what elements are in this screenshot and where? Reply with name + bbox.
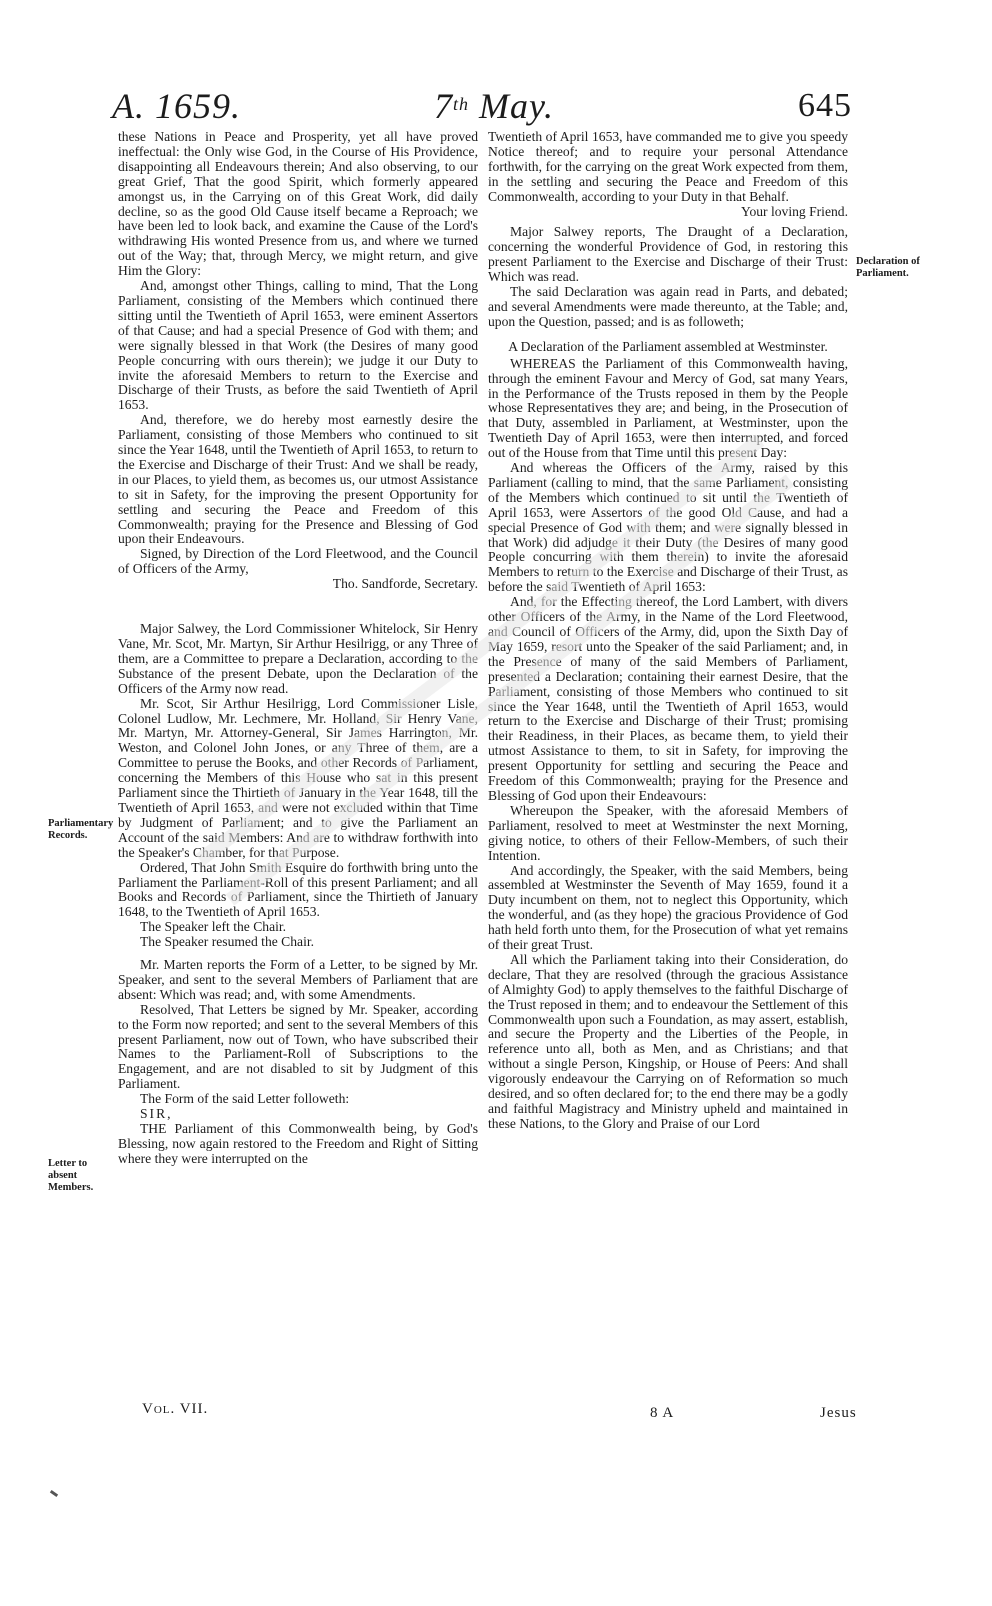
header-day: 7 <box>434 86 453 126</box>
paragraph: Mr. Scot, Sir Arthur Hesilrigg, Lord Commissioner Lisle, Colonel Ludlow, Mr. Lechmere, Mr. Holland, Sir Henry Vane, Mr. Martyn, Mr. Attorney-General, Sir James Harrington, Mr. Weston, and Colonel John Jones, or any Three of them, are a Committee to peruse the Books, and other Records of Parliament, concerning the Members of this House who sat in this present Parliament since the Thirtieth of January in the Year 1648, till the Twentieth of April 1653, and were not excluded within that Time by Judgment of Parliament; and to give the Parliament an Account of the said Members: And are to withdraw forthwith into the Speaker's Chamber, for that Purpose. <box>118 695 478 860</box>
paragraph: Twentieth of April 1653, have commanded me to give you speedy Notice thereof; and to require your personal Attendance forthwith, for the carrying on the great Work expected from them, in the settling and securing the Peace and Freedom of this Commonwealth, according to your Duty in that Behalf. <box>488 129 848 204</box>
header-year: A. 1659. <box>112 86 241 126</box>
page-header <box>112 86 852 134</box>
catchword: Jesus <box>820 1405 857 1421</box>
paragraph: Whereupon the Speaker, with the aforesaid Members of Parliament, resolved to meet at Westminster the next Morning, giving notice, to others of their Fellow-Members, of such their Intention. <box>488 802 848 863</box>
stray-mark <box>50 1490 58 1497</box>
paragraph: these Nations in Peace and Prosperity, yet all have proved ineffectual: the Only wise God, in the Course of His Providence, disappointing all Endeavours therein; And also observing, to our great Grief, That the good Spirit, which formerly appeared amongst us, in the Carrying on of this Great Work, did daily decline, so as the good Old Cause itself became a Reproach; we have been led to look back, and examine the Cause of the Lord's withdrawing His wonted Presence from us, and where we turned out of the Way; that, through Mercy, we might return, and give Him the Glory: <box>118 129 478 279</box>
paragraph: Ordered, That John Smith Esquire do forthwith bring unto the Parliament the Parliament-Roll of this present Parliament; and all Books and Records of Parliament, since the Thirtieth of January 1648, to the Twentieth of April 1653. <box>118 859 478 920</box>
salutation: SIR, <box>140 1106 173 1122</box>
declaration-title: A Declaration of the Parliament assembled at Westminster. <box>508 338 828 354</box>
signed-line: Signed, by Direction of the Lord Fleetwood, and the Council of Officers of the Army, <box>118 546 478 577</box>
right-column <box>488 130 848 1132</box>
paragraph: The Form of the said Letter followeth: <box>140 1091 350 1107</box>
paragraph: And, therefore, we do hereby most earnestly desire the Parliament, consisting of those Members who continued to sit since the Year 1648, until the Twentieth of April 1653, to return to the Exercise and Discharge of their Trust: And we shall be ready, in our Places, to yield them, as becomes us, our utmost Assistance to sit in Safety, for the improving the present Opportunity for settling and securing the Peace and Freedom of this Commonwealth; praying for the Presence and Blessing of God upon their Endeavours. <box>118 412 478 547</box>
margin-note-parliamentary-records: Parliamentary Records. <box>48 818 114 841</box>
paragraph: Mr. Marten reports the Form of a Letter, to be signed by Mr. Speaker, and sent to the several Members of Parliament that are absent: Which was read; and, with some Amendments. <box>118 957 478 1002</box>
paragraph: And accordingly, the Speaker, with the said Members, being assembled at Westminster the Seventh of May 1659, found it a Duty incumbent on them, not to neglect this Opportunity, which the wonderful, and (as they hope) the gracious Providence of God hath held forth unto them, for the Prosecution of what yet remains of their great Trust. <box>488 862 848 953</box>
paragraph: Major Salwey reports, The Draught of a Declaration, concerning the wonderful Providence of God, in restoring this present Parliament to the Exercise and Discharge of their Trust: Which was read. <box>488 224 848 285</box>
paragraph: THE Parliament of this Commonwealth being, by God's Blessing, now again restored to the Freedom and Right of Sitting where they were interrupted on the <box>118 1121 478 1166</box>
header-month: May. <box>479 86 554 126</box>
paragraph: The Speaker left the Chair. <box>140 919 287 935</box>
margin-note-letter-to-absent: Letter to absent Members. <box>48 1158 94 1193</box>
left-column <box>118 130 478 1167</box>
paragraph: And, for the Effecting thereof, the Lord Lambert, with divers other Officers of the Army, in the Name of the Lord Fleetwood, and Council of Officers of the Army, did, upon the Sixth Day of May 1659, resort unto the Speaker of the said Parliament; and, in the Presence of many of the said Members of Parliament, presented a Declaration; containing their earnest Desire, that the Parliament, consisting of those Members who continued to sit since the Year 1648, until the Twentieth of April 1653, would return to the Exercise and Discharge of their Trust; promising their Readiness, in their Places, as became them, to yield their utmost Assistance to them, to sit in Safety, for improving the present Opportunity for settling and securing the Peace and Freedom of this Commonwealth; praying for the Presence and Blessing of God upon their Endeavours: <box>488 594 848 803</box>
paragraph: Resolved, That Letters be signed by Mr. Speaker, according to the Form now reported; and sent to the several Members of this present Parliament, now out of Town, who have subscribed their Names to the Parliament-Roll of Subscriptions to the Engagement, and are not disabled to sit by Judgment of this Parliament. <box>118 1001 478 1092</box>
spacer <box>118 592 478 622</box>
letter-closing: Your loving Friend. <box>740 203 848 219</box>
paragraph: All which the Parliament taking into their Consideration, do declare, That they are resolved (through the gracious Assistance of Almighty God) to apply themselves to the faithful Discharge of the Trust reposed in them; and to endeavour the Settlement of this Commonwealth upon such a Foundation, as may assert, establish, and secure the Property and the Liberties of the People, in reference unto all, both as Men, and as Christians; and that without a single Person, Kingship, or House of Peers: And shall vigorously endeavour the Carrying on of Reformation so much desired, and so often declared for; to the end there may be a godly and faithful Magistracy and Ministry upheld and maintained in these Nations, to the Glory and Praise of our Lord <box>488 951 848 1131</box>
header-date <box>434 86 554 126</box>
paragraph: And whereas the Officers of the Army, raised by this Parliament (calling to mind, that the same Parliament, consisting of the Members which continued to sit until the Twentieth of April 1653, were Assertors of the good Old Cause, and had a special Presence of God with them; and were signally blessed in that Work) did adjudge it their Duty (the Desires of many good People concurring with them therein) to invite the aforesaid Members to return to the Exercise and Discharge of their Trust, as before the said Twentieth of April 1653: <box>488 460 848 595</box>
paragraph: The Speaker resumed the Chair. <box>140 934 315 950</box>
paragraph: And, amongst other Things, calling to mind, That the Long Parliament, consisting of the Members which continued there sitting until the Twentieth of April 1653, were eminent Assertors of that Cause; and had a special Presence of God with them; and were signally blessed in that Work (the Desires of many good People concurring with ours therein); we judge it our Duty to invite the aforesaid Members to return to the Exercise and Discharge of their Trusts, as before the said Twentieth of April 1653. <box>118 278 478 413</box>
header-day-suffix: th <box>453 94 470 114</box>
page-number: 645 <box>798 87 852 124</box>
volume-number: Vol. VII. <box>142 1401 209 1417</box>
paragraph: Major Salwey, the Lord Commissioner Whitelock, Sir Henry Vane, Mr. Scot, Mr. Martyn, Sir Arthur Hesilrigg, or any Three of them, are a Committee to prepare a Declaration, according to the Substance of the present Debate, upon the Declaration of the Officers of the Army now read. <box>118 621 478 696</box>
signature-mark: 8 A <box>650 1405 675 1421</box>
margin-note-declaration: Declaration of Parliament. <box>856 256 920 279</box>
paragraph: WHEREAS the Parliament of this Commonwealth having, through the eminent Favour and Mercy of God, sat many Years, in the Performance of the Trusts reposed in them by the People whose Representatives they are; and being, in the Prosecution of that Duty, assembled in Parliament, at Westminster, upon the Twentieth Day of April 1653, were then interrupted, and forced out of the House from that Time until this present Day: <box>488 355 848 461</box>
secretary-signature: Tho. Sandforde, Secretary. <box>332 576 478 592</box>
paragraph: The said Declaration was again read in Parts, and debated; and several Amendments were made thereunto, at the Table; and, upon the Question, passed; and is as followeth; <box>488 284 848 329</box>
